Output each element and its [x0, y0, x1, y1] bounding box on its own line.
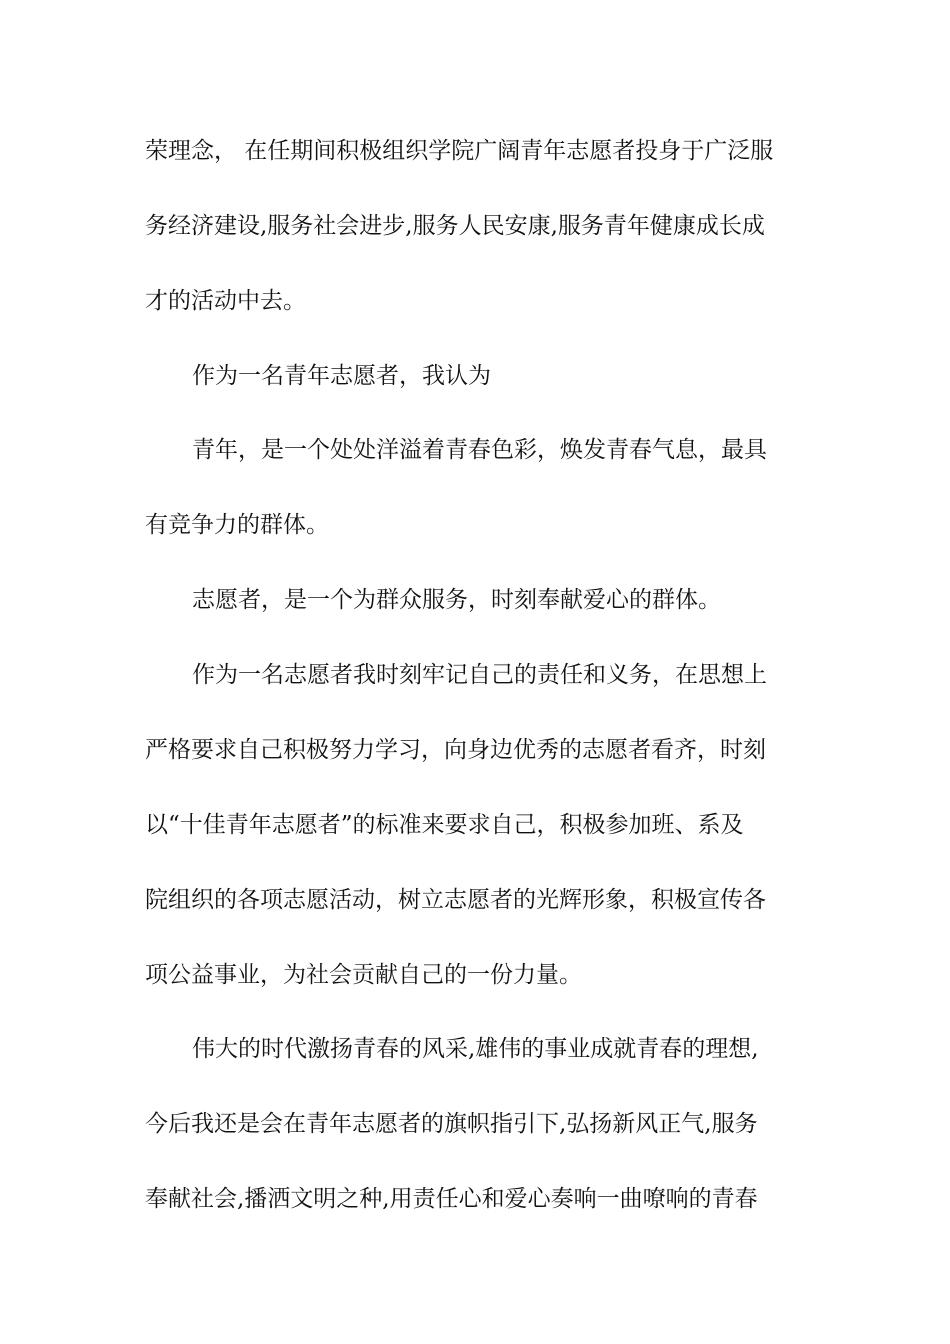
- paragraph-first-line: 青年，是一个处处洋溢着青春色彩，焕发青春气息，最具: [192, 437, 767, 463]
- text-line: 项公益事业，为社会贡献自己的一份力量。: [145, 962, 582, 988]
- text-line: 务经济建设,服务社会进步,服务人民安康,服务青年健康成长成: [145, 213, 765, 239]
- text-line: 院组织的各项志愿活动，树立志愿者的光辉形象，积极宣传各: [145, 887, 766, 913]
- text-line: 严格要求自己积极努力学习，向身边优秀的志愿者看齐，时刻: [145, 737, 766, 763]
- text-line: 以“十佳青年志愿者”的标准来要求自己，积极参加班、系及: [145, 812, 744, 838]
- text-line: 今后我还是会在青年志愿者的旗帜指引下,弘扬新风正气,服务: [145, 1111, 758, 1137]
- text-line: 才的活动中去。: [145, 288, 306, 314]
- paragraph-first-line: 作为一名青年志愿者，我认为: [192, 363, 491, 389]
- text-line: 荣理念， 在任期间积极组织学院广阔青年志愿者投身于广泛服: [145, 138, 774, 164]
- text-line: 有竞争力的群体。: [145, 512, 329, 538]
- paragraph-first-line: 志愿者，是一个为群众服务，时刻奉献爱心的群体。: [192, 587, 721, 613]
- text-line: 奉献社会,播洒文明之种,用责任心和爱心奏响一曲嘹响的青春: [145, 1186, 758, 1212]
- paragraph-first-line: 伟大的时代激扬青春的风采,雄伟的事业成就青春的理想,: [192, 1036, 759, 1062]
- paragraph-first-line: 作为一名志愿者我时刻牢记自己的责任和义务，在思想上: [192, 662, 767, 688]
